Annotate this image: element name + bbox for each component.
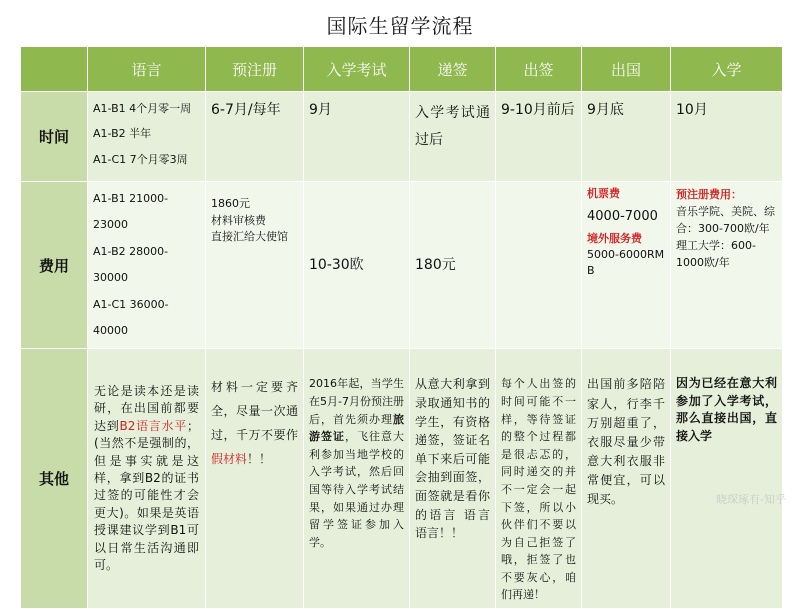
time-language-line: A1-B2 半年 [93, 127, 152, 141]
service-fee-label: 境外服务费 [587, 231, 642, 245]
process-table [20, 46, 783, 609]
page-title: 国际生留学流程 [326, 14, 474, 38]
time-enroll-cell [671, 92, 783, 182]
cost-row-label: 费用 [21, 182, 88, 349]
time-language-line: A1-C1 7个月零3周 [93, 152, 188, 166]
other-pre-register-text: 材料一定要齐全，尽量一次通过，千万不要作 [211, 380, 298, 443]
header-pre-register: 预注册 [206, 47, 304, 92]
time-exam-text: 9月 [309, 102, 332, 118]
header-visa-issue: 出签 [496, 47, 582, 92]
cost-row [21, 182, 783, 349]
other-pre-register-cell [206, 349, 304, 609]
header-language: 语言 [88, 47, 206, 92]
other-visa-apply-cell [410, 349, 496, 609]
header-departure: 出国 [582, 47, 671, 92]
cost-visa-issue-text [496, 182, 581, 190]
cost-enroll-cell [671, 182, 783, 349]
ticket-fee-value: 4000-7000 [587, 208, 658, 224]
cost-departure-cell [582, 182, 671, 349]
cost-exam-text: 10-30欧 [309, 256, 364, 273]
watermark: 晓琛琢有-知乎 [716, 493, 786, 506]
cost-language-line: A1-B1 21000-23000 [93, 192, 169, 232]
cost-pre-register-cell [206, 182, 304, 349]
time-language-line: A1-B1 4个月零一周 [93, 102, 192, 115]
b2-highlight: B2语言水平 [119, 418, 187, 433]
enroll-fee-text: 音乐学院、美院、综合：300-700欧/年 [676, 205, 775, 236]
cost-pre-register-line: 材料审核费 [211, 213, 266, 227]
cost-pre-register-line: 1860元 [211, 197, 250, 210]
cost-language-line: A1-B2 28000-30000 [93, 244, 169, 285]
time-row-label: 时间 [21, 92, 88, 182]
service-fee-value: 5000-6000RMB [587, 247, 665, 277]
cost-visa-apply-text: 180元 [415, 256, 456, 273]
fake-material-highlight: 假材料 [211, 452, 248, 467]
time-exam-cell [304, 92, 410, 182]
cost-exam-cell [304, 182, 410, 349]
time-visa-issue-text: 9-10月前后 [501, 102, 575, 118]
other-visa-issue-text: 每个人出签的时间可能不一样，等待签证的整个过程都是很忐忑的，同时递交的并不一定会一起下签，所以小伙伴们不要以为自己拒签了哦，拒签了也不要灰心，咱们再递！ [501, 377, 576, 602]
time-visa-apply-text: 入学考试通过后 [415, 105, 490, 148]
time-language-cell [88, 92, 206, 182]
enroll-fee-text: 理工大学：600-1000欧/年 [676, 239, 756, 270]
other-row [21, 349, 783, 609]
other-pre-register-text: ！！ [247, 452, 272, 467]
time-enroll-text: 10月 [676, 102, 708, 118]
cost-visa-issue-cell [496, 182, 582, 349]
other-visa-issue-cell [496, 349, 582, 609]
tourist-visa-highlight: 旅游签证 [309, 412, 404, 444]
other-language-text: 无论是读本还是读研，在出国前都要达到 [94, 384, 199, 433]
time-pre-register-cell [206, 92, 304, 182]
other-departure-text: 出国前多陪陪家人，行李千万别超重了，衣服尽量少带意大利衣服非常便宜，可以现买。 [587, 377, 665, 507]
ticket-fee-label: 机票费 [587, 187, 620, 200]
cost-language-cell [88, 182, 206, 349]
time-pre-register-text: 6-7月/每年 [211, 102, 281, 118]
other-enroll-text: 因为已经在意大利参加了入学考试，那么直接出国，直接入学 [676, 376, 777, 443]
enroll-fee-label: 预注册费用： [676, 188, 742, 201]
cost-language-line: A1-C1 36000-40000 [93, 297, 169, 337]
other-visa-apply-text: 从意大利拿到录取通知书的学生，有资格递签，签证名单下来后可能会抽到面签，面签就是看你的语言 语言 语言！！ [415, 377, 490, 541]
header-row [21, 47, 783, 92]
time-row [21, 92, 783, 182]
other-row-label: 其他 [21, 349, 88, 609]
other-language-cell [88, 349, 206, 609]
other-language-text: ；(当然不是强制的，但是事实就是这样，拿到B2的证书过签的可能性才会更大)。如果是英语授课建议学到B1可以日常生活沟通即可。 [94, 418, 199, 572]
other-exam-text: 2016年起，当学生在5月-7月份预注册后，首先须办理 [309, 377, 404, 426]
time-departure-text: 9月底 [587, 102, 624, 118]
cost-pre-register-line: 直接汇给大使馆 [211, 230, 288, 243]
other-departure-cell [582, 349, 671, 609]
cost-visa-apply-cell [410, 182, 496, 349]
time-departure-cell [582, 92, 671, 182]
time-visa-issue-cell [496, 92, 582, 182]
time-visa-apply-cell [410, 92, 496, 182]
header-exam: 入学考试 [304, 47, 410, 92]
other-exam-text: ，飞往意大利参加当地学校的入学考试，然后回国等待入学考试结果，如果通过办理留学签证参加入学。 [309, 430, 404, 549]
header-enroll: 入学 [671, 47, 783, 92]
header-visa-apply: 递签 [410, 47, 496, 92]
other-exam-cell [304, 349, 410, 609]
other-enroll-cell [671, 349, 783, 609]
header-corner [21, 47, 88, 92]
